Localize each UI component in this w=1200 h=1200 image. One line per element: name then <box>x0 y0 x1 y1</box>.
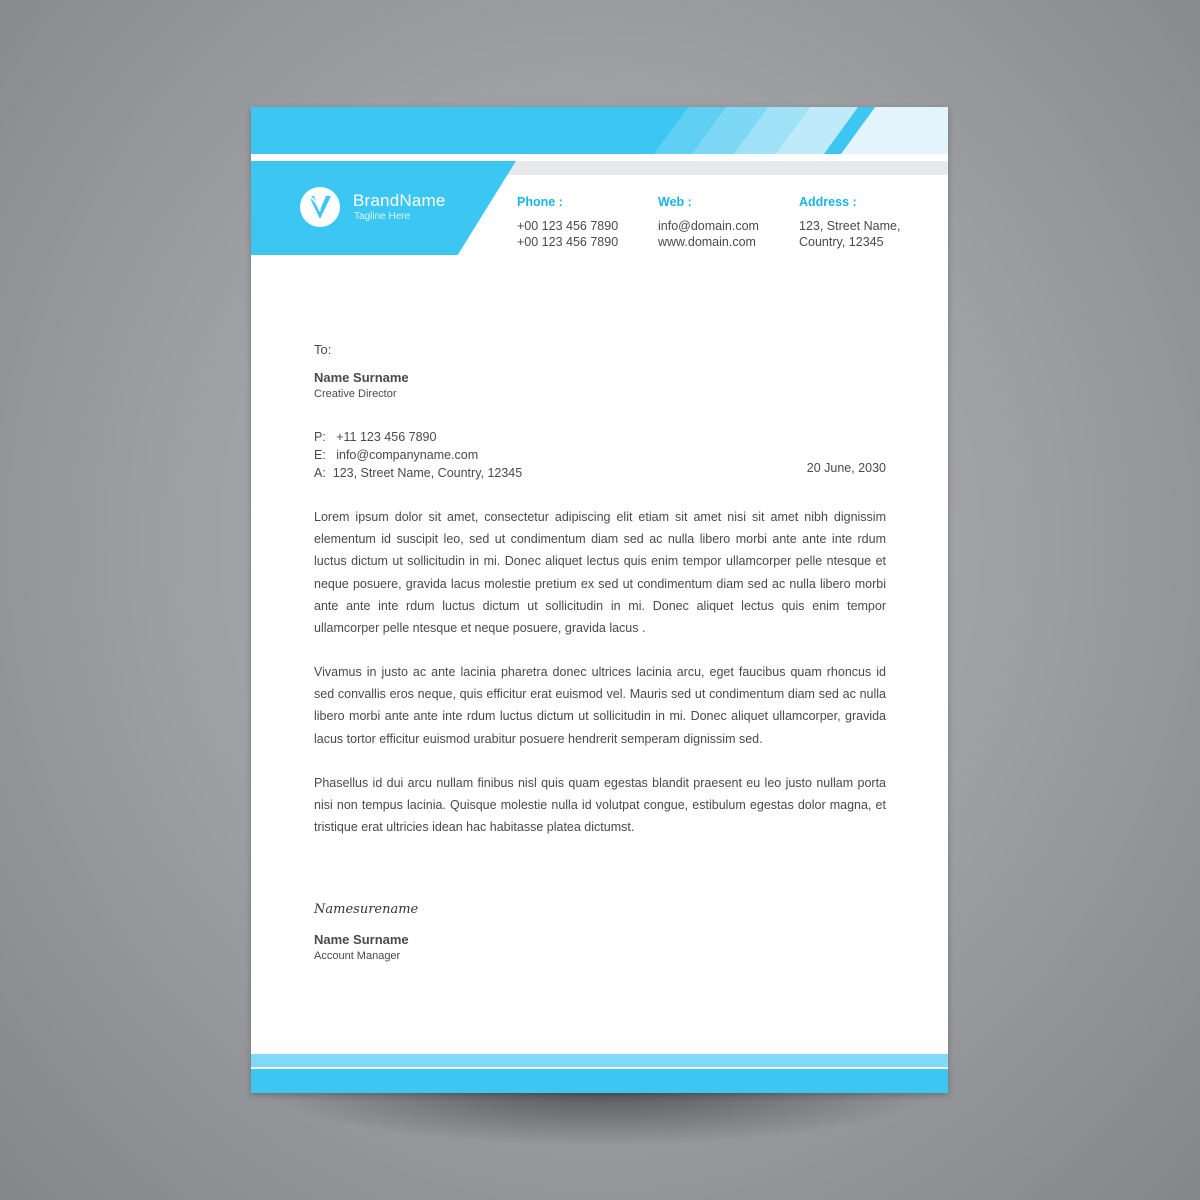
letter-date: 20 June, 2030 <box>806 461 886 475</box>
recipient-phone: P: +11 123 456 7890 <box>314 430 437 444</box>
sender-title: Account Manager <box>314 950 401 962</box>
phone-label: Phone : <box>517 195 563 209</box>
web-email[interactable]: info@domain.com <box>658 219 759 233</box>
sender-name: Name Surname <box>314 932 409 947</box>
body-paragraph: Vivamus in justo ac ante lacinia pharetra donec ultrices lacinia arcu, eget faucibus quam rhoncus id sed convallis eros neque, quis efficitur erat euismod vel. Mauris sed ut condimentum diam sed ac nulla libero morbi ante ante inte rdum luctus dictum ut sollicitudin in mi. Donec aliquet ullamcorper, gravida lacus tortor efficitur euismod urabitur posuere hendrerit semperam dignissim sed. <box>314 665 886 746</box>
address-label: Address : <box>799 195 857 209</box>
v-check-logo-icon <box>300 187 340 227</box>
phone-line: +00 123 456 7890 <box>517 219 619 233</box>
handwritten-signature: Namesurename <box>314 902 419 917</box>
recipient-address: A: 123, Street Name, Country, 12345 <box>314 466 523 480</box>
page-shadow <box>262 1085 938 1145</box>
footer-light-band <box>251 1054 948 1067</box>
body-paragraph: Phasellus id dui arcu nullam finibus nisl quis quam egestas blandit praesent eu leo justo nullam porta nisi non tempus lacinia. Quisque molestie nulla id volutpat congue, estibulum egestas dolor magna, et tristique erat ultricies idean hac habitasse platea dictumst. <box>314 776 886 835</box>
header-band <box>251 107 948 154</box>
body-paragraph: Lorem ipsum dolor sit amet, consectetur adipiscing elit etiam sit amet nisi sit amet nibh dignissim elementum id suscipit leo, sed ut condimentum diam sed ac nulla libero morbi ante ante inte rdum luctus dictum ut sollicitudin in mi. Donec aliquet lectus quis enim tempor ullamcorper pelle ntesque et neque posuere, gravida lacus molestie pretium ex sed ut condimentum diam sed ac nulla libero morbi ante ante inte rdum luctus dictum ut sollicitudin in mi. Donec aliquet lectus quis enim tempor ullamcorper pelle ntesque et neque posuere, gravida lacus . <box>314 510 886 636</box>
web-url[interactable]: www.domain.com <box>658 235 756 249</box>
recipient-title: Creative Director <box>314 388 397 400</box>
letterhead-page <box>251 107 948 1093</box>
brand-tagline: Tagline Here <box>354 211 411 222</box>
footer-band <box>251 1069 948 1093</box>
phone-line: +00 123 456 7890 <box>517 235 619 249</box>
header-grey-bar <box>501 161 948 175</box>
recipient-name: Name Surname <box>314 370 409 385</box>
web-label: Web : <box>658 195 692 209</box>
header-divider <box>251 154 948 160</box>
recipient-email: E: info@companyname.com <box>314 448 479 462</box>
address-line: Country, 12345 <box>799 235 884 249</box>
to-label: To: <box>314 342 332 357</box>
header-stripe <box>841 107 948 154</box>
brand-name: BrandName <box>353 191 446 210</box>
address-line: 123, Street Name, <box>799 219 901 233</box>
